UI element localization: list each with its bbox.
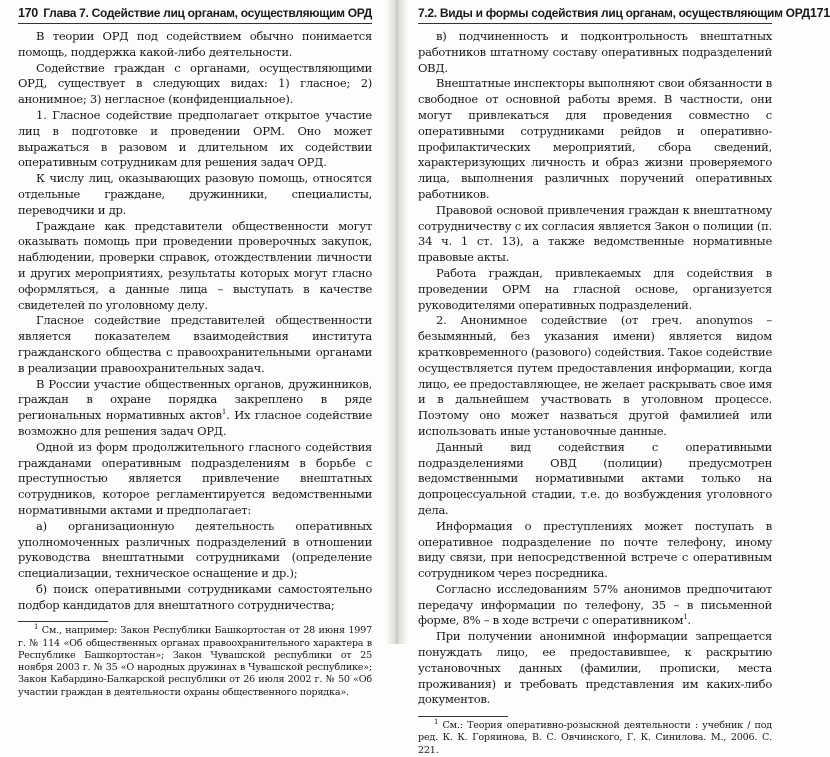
right-body-text xyxy=(418,29,772,708)
paragraph: К числу лиц, оказывающих разовую помощь, относятся отдельные граждане, дружинники, специалисты, переводчики и др. xyxy=(18,171,372,217)
right-page-number: 171 xyxy=(809,6,830,20)
right-section-title: 7.2. Виды и формы содействия лиц органам, осуществляющим ОРД xyxy=(418,6,810,20)
book-gutter xyxy=(386,0,408,644)
footnote-number: 1 xyxy=(34,623,39,632)
paragraph-tail: . Их гласное содействие возможно для решения задач ОРД. xyxy=(18,408,372,438)
paragraph: Правовой основой привлечения граждан к внештатному сотрудничеству с их согласия является Закон о полиции (п. 34 ч. 1 ст. 13), а также ведомственные нормативные правовые акты. xyxy=(418,202,772,265)
paragraph: Внештатные инспекторы выполняют свои обязанности в свободное от основной работы время. В частности, они могут привлекаться для проведения совместно с оперативными сотрудниками рейдов и оперативно-профилактических мероприятий, сбора сведений, характеризующих личность и образ жизни проверяемого лица, выполнения различных поручений оперативных работников. xyxy=(418,76,772,201)
paragraph: 2. Анонимное содействие (от греч. anonymos – безымянный, без указания имени) является видом кратковременного (разового) содействия. Такое содействие осуществляется путем предоставления информации, когда лицо, ее предоставляющее, не желает раскрывать свое имя и в дальнейшем участвовать в уголовном процессе. Поэтому оно может назваться другой фамилией или использовать иные установочные данные. xyxy=(418,313,772,438)
left-body-text xyxy=(18,29,372,613)
paragraph: Данный вид содействия с оперативными подразделениями ОВД (полиции) предусмотрен ведомственными нормативными актами только на допроцессуальной стадии, т.е. до возбуждения уголовного дела. xyxy=(418,439,772,517)
paragraph: В теории ОРД под содействием обычно понимается помощь, поддержка какой-либо деятельности. xyxy=(18,29,372,59)
left-page-number: 170 xyxy=(18,6,38,20)
paragraph-tail: . xyxy=(687,613,691,628)
paragraph: Граждане как представители общественности могут оказывать помощь при проведении проверочных закупок, наблюдении, проверки справок, отождествлении личности и других мероприятиях, результаты которых могут гласно оформляться, а данные лица – выступать в качестве свидетелей по уголовному делу. xyxy=(18,218,372,312)
paragraph: Содействие граждан с органами, осуществляющими ОРД, существует в следующих видах: 1) гласное; 2) анонимное; 3) негласное (конфиденциальное). xyxy=(18,60,372,107)
left-page xyxy=(0,0,384,698)
paragraph: При получении анонимной информации запрещается понуждать лицо, ее предоставившее, к раскрытию установочных данных (фамилии, прописки, места проживания) и требовать представления им каких-либо документов. xyxy=(418,629,772,707)
left-running-head xyxy=(18,6,372,24)
paragraph-with-footnote xyxy=(18,377,372,440)
list-item: б) поиск оперативными сотрудниками самостоятельно подбор кандидатов для внештатного сотрудничества; xyxy=(18,581,372,612)
right-page xyxy=(408,0,830,756)
right-footnote xyxy=(418,720,772,757)
footnote-text: См., например: Закон Республики Башкортостан от 28 июня 1997 г. № 114 «Об общественных органах правоохранительного характера в Республике Башкортостан»; Закон Чувашской республики от 25 ноября 2003 г. № 35 «О народных дружинах в Чувашской республике»; Закон Кабардино-Балкарской республики от 26 июля 2002 г. № 50 «Об участии граждан в деятельности охраны общественного порядка». xyxy=(18,625,372,698)
left-footnote xyxy=(18,625,372,698)
footnote-number: 1 xyxy=(434,718,439,727)
paragraph: 1. Гласное содействие предполагает открытое участие лиц в подготовке и проведении ОРМ. Оно может выражаться в разовом и длительном их содействии оперативным сотрудникам для решения задач ОРД. xyxy=(18,107,372,170)
paragraph: Одной из форм продолжительного гласного содействия гражданами оперативным подразделениям в борьбе с преступностью является привлечение внештатных сотрудников, которое регламентируется ведомственными нормативными актами и предполагает: xyxy=(18,439,372,517)
footnote-separator xyxy=(18,621,108,622)
paragraph: Работа граждан, привлекаемых для содействия в проведении ОРМ на гласной основе, организуется руководителями оперативных подразделений. xyxy=(418,265,772,312)
list-item: а) организационную деятельность оперативных уполномоченных различных подразделений в отношении руководства внештатными сотрудниками (определение специализации, техническое оснащение и др.); xyxy=(18,518,372,581)
paragraph-text: В России участие общественных органов, дружинников, граждан в охране порядка закреплено в ряде региональных нормативных актов xyxy=(18,376,372,423)
paragraph: Гласное содействие представителей общественности является показателем взаимодействия института гражданского общества с правоохранительными органами в реализации правоохранительных задач. xyxy=(18,313,372,375)
footnote-text: См.: Теория оперативно-розыскной деятельности : учебник / под ред. К. К. Горяинова, В. С. Овчинского, Г. К. Синилова. М., 2006. С. 221. xyxy=(418,720,772,756)
left-chapter-title: Глава 7. Содействие лиц органам, осуществляющим ОРД xyxy=(43,6,372,20)
footnote-separator xyxy=(418,716,508,717)
paragraph: Информация о преступлениях может поступать в оперативное подразделение по почте телефону, иному виду связи, при непосредственной встрече с оперативным сотрудником через посредника. xyxy=(418,518,772,581)
right-running-head xyxy=(418,6,830,24)
paragraph-with-footnote xyxy=(418,582,772,629)
paragraph-text: Согласно исследованиям 57% анонимов предпочитают передачу информации по телефону, 35 – в письменной форме, 8% – в ходе встречи с оперативником xyxy=(418,581,772,628)
footnote-mark: 1 xyxy=(221,408,227,417)
footnote-mark: 1 xyxy=(683,613,688,622)
list-item: в) подчиненность и подконтрольность внештатных работников штатному составу оперативных подразделений ОВД. xyxy=(418,29,772,75)
